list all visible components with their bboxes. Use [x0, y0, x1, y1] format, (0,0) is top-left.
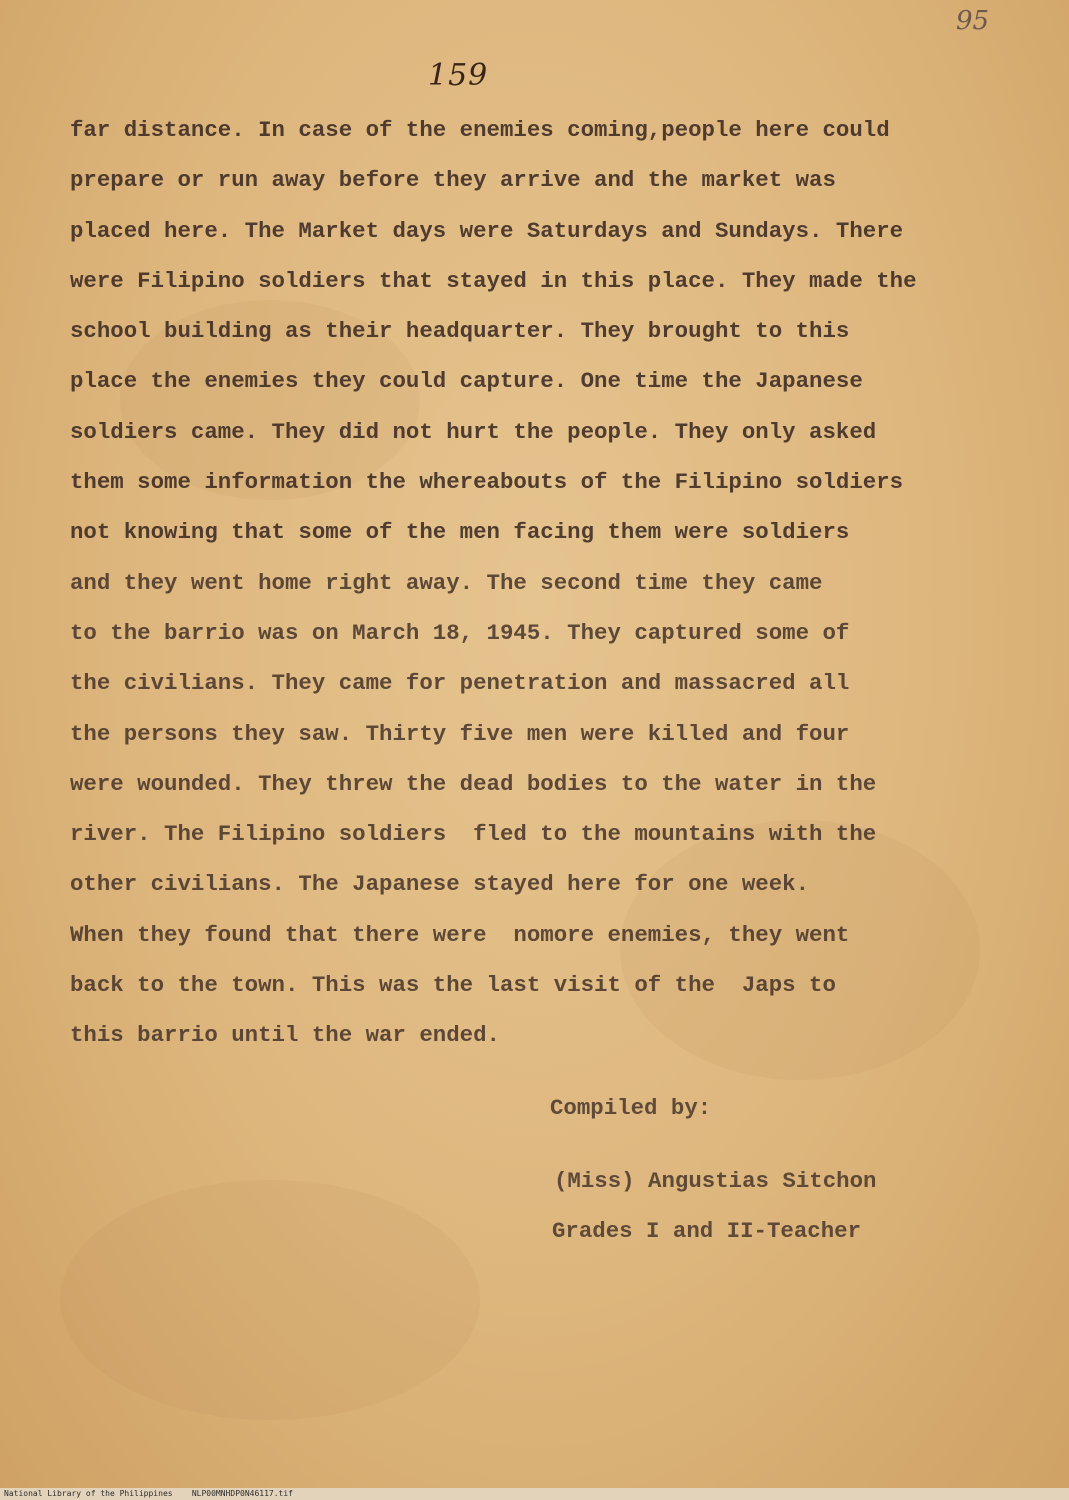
handwritten-page-number: 159	[428, 58, 489, 93]
text-line: this barrio until the war ended.	[70, 1022, 500, 1049]
text-line: and they went home right away. The second time they came	[70, 569, 823, 596]
text-line: them some information the whereabouts of the Filipino soldiers	[70, 469, 904, 496]
text-line: the persons they saw. Thirty five men were killed and four	[70, 720, 850, 747]
signature-block	[550, 1090, 970, 1249]
text-line: place the enemies they could capture. One time the Japanese	[70, 368, 863, 395]
text-line: other civilians. The Japanese stayed here for one week.	[70, 871, 810, 898]
text-line: back to the town. This was the last visit of the Japs to	[70, 972, 836, 999]
compiler-name: (Miss) Angustias Sitchon	[554, 1168, 877, 1194]
corner-page-number: 95	[956, 6, 990, 36]
text-line: placed here. The Market days were Saturdays and Sundays. There	[70, 217, 904, 244]
text-line: river. The Filipino soldiers fled to the mountains with the	[70, 821, 877, 848]
compiled-by-label: Compiled by:	[550, 1095, 712, 1121]
text-line: not knowing that some of the men facing them were soldiers	[70, 519, 850, 546]
body-text	[70, 112, 1030, 1068]
footer-library: National Library of the Philippines	[4, 1489, 173, 1498]
text-line: prepare or run away before they arrive and the market was	[70, 167, 836, 194]
text-line: the civilians. They came for penetration and massacred all	[70, 670, 850, 697]
paper-stain	[60, 1180, 480, 1420]
text-line: were wounded. They threw the dead bodies to the water in the	[70, 770, 877, 797]
compiler-title: Grades I and II-Teacher	[552, 1218, 862, 1244]
archive-footer	[0, 1488, 1069, 1500]
footer-file-id: NLP00MNHDP0N46117.tif	[191, 1489, 293, 1498]
text-line: to the barrio was on March 18, 1945. They captured some of	[70, 619, 850, 646]
text-line: were Filipino soldiers that stayed in this place. They made the	[70, 267, 917, 294]
text-line: school building as their headquarter. They brought to this	[70, 318, 850, 345]
text-line: far distance. In case of the enemies coming,people here could	[70, 117, 890, 143]
text-line: When they found that there were nomore enemies, they went	[70, 921, 850, 948]
text-line: soldiers came. They did not hurt the people. They only asked	[70, 418, 877, 445]
